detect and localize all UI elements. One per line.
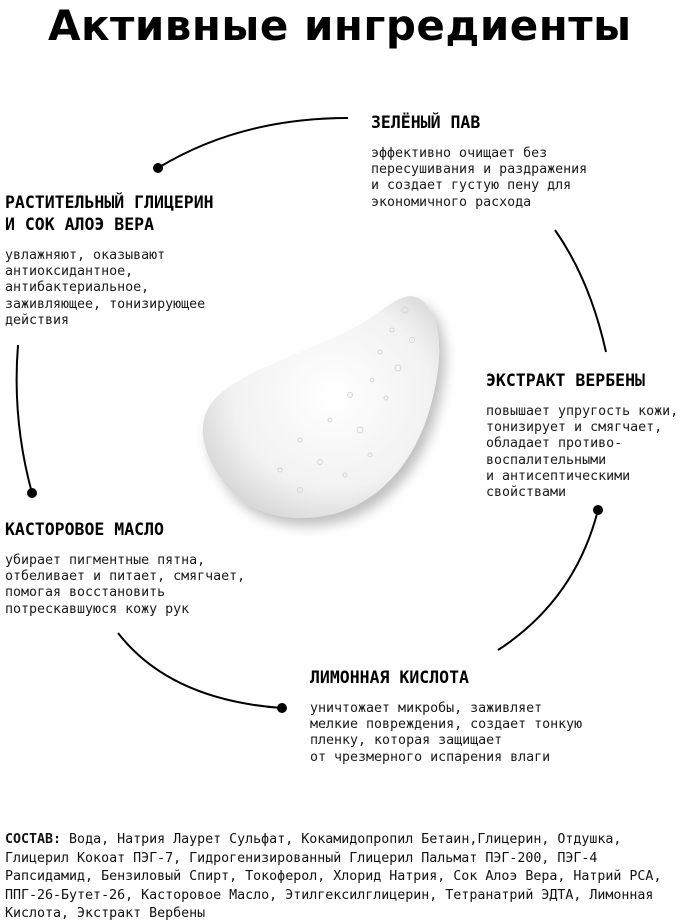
ingredient-name: ЛИМОННАЯ КИСЛОТА xyxy=(310,668,469,687)
composition-text: Вода, Натрия Лаурет Сульфат, Кокамидопропил Бетаин,Глицерин, Отдушка, Глицерил Кокоат ПЭГ-7, Гидрогенизированный Глицерил Пальмат ПЭГ-200, ПЭГ-4 Рапсидамид, Бензиловый Спирт, Токоферол, Хлорид Натрия, Сок Алоэ Вера, Натрий PCA, ППГ-26-Бутет-26, Касторовое Масло, Этилгексилглицерин, Тетранатрий ЭДТА, Лимонная Кислота, Экстракт Вербены xyxy=(5,832,662,921)
foam-swatch-image xyxy=(203,296,439,518)
connector-dot xyxy=(153,163,163,173)
ingredient-verbena-extract xyxy=(486,370,686,501)
ingredient-name: КАСТОРОВОЕ МАСЛО xyxy=(5,520,164,539)
ingredient-green-surfactant xyxy=(371,112,681,211)
ingredient-description: эффективно очищает без пересушивания и раздражения и создает густую пену для экономичного расхода xyxy=(371,146,588,210)
composition-list xyxy=(5,831,685,924)
connector-arc xyxy=(17,345,32,493)
page-title: Активные ингредиенты xyxy=(48,1,632,50)
connector-dot xyxy=(27,488,37,498)
connector-arc xyxy=(555,230,606,352)
ingredient-description: увлажняют, оказывают антиоксидантное, антибактериальное, заживляющее, тонизирующее действия xyxy=(5,248,206,328)
connector-arc xyxy=(118,633,282,708)
ingredient-glycerin-aloe xyxy=(5,192,315,329)
ingredient-name: ЗЕЛЁНЫЙ ПАВ xyxy=(371,113,481,132)
ingredient-description: повышает упругость кожи, тонизирует и смягчает, обладает противо- воспалительными и антисептическими свойствами xyxy=(486,404,679,501)
ingredient-description: уничтожает микробы, заживляет мелкие повреждения, создает тонкую пленку, которая защищает от чрезмерного испарения влаги xyxy=(310,701,583,765)
ingredient-castor-oil xyxy=(5,519,305,618)
connector-arc xyxy=(498,510,598,650)
connector-dot xyxy=(593,505,603,515)
ingredient-name: ЭКСТРАКТ ВЕРБЕНЫ xyxy=(486,371,645,390)
ingredient-description: убирает пигментные пятна, отбеливает и питает, смягчает, помогая восстановить потрескавшуюся кожу рук xyxy=(5,553,246,617)
ingredient-citric-acid xyxy=(310,667,685,766)
connector-arc xyxy=(158,118,348,168)
ingredient-name: РАСТИТЕЛЬНЫЙ ГЛИЦЕРИН И СОК АЛОЭ ВЕРА xyxy=(5,193,214,234)
composition-label: СОСТАВ: xyxy=(5,832,62,847)
connector-dot xyxy=(277,703,287,713)
